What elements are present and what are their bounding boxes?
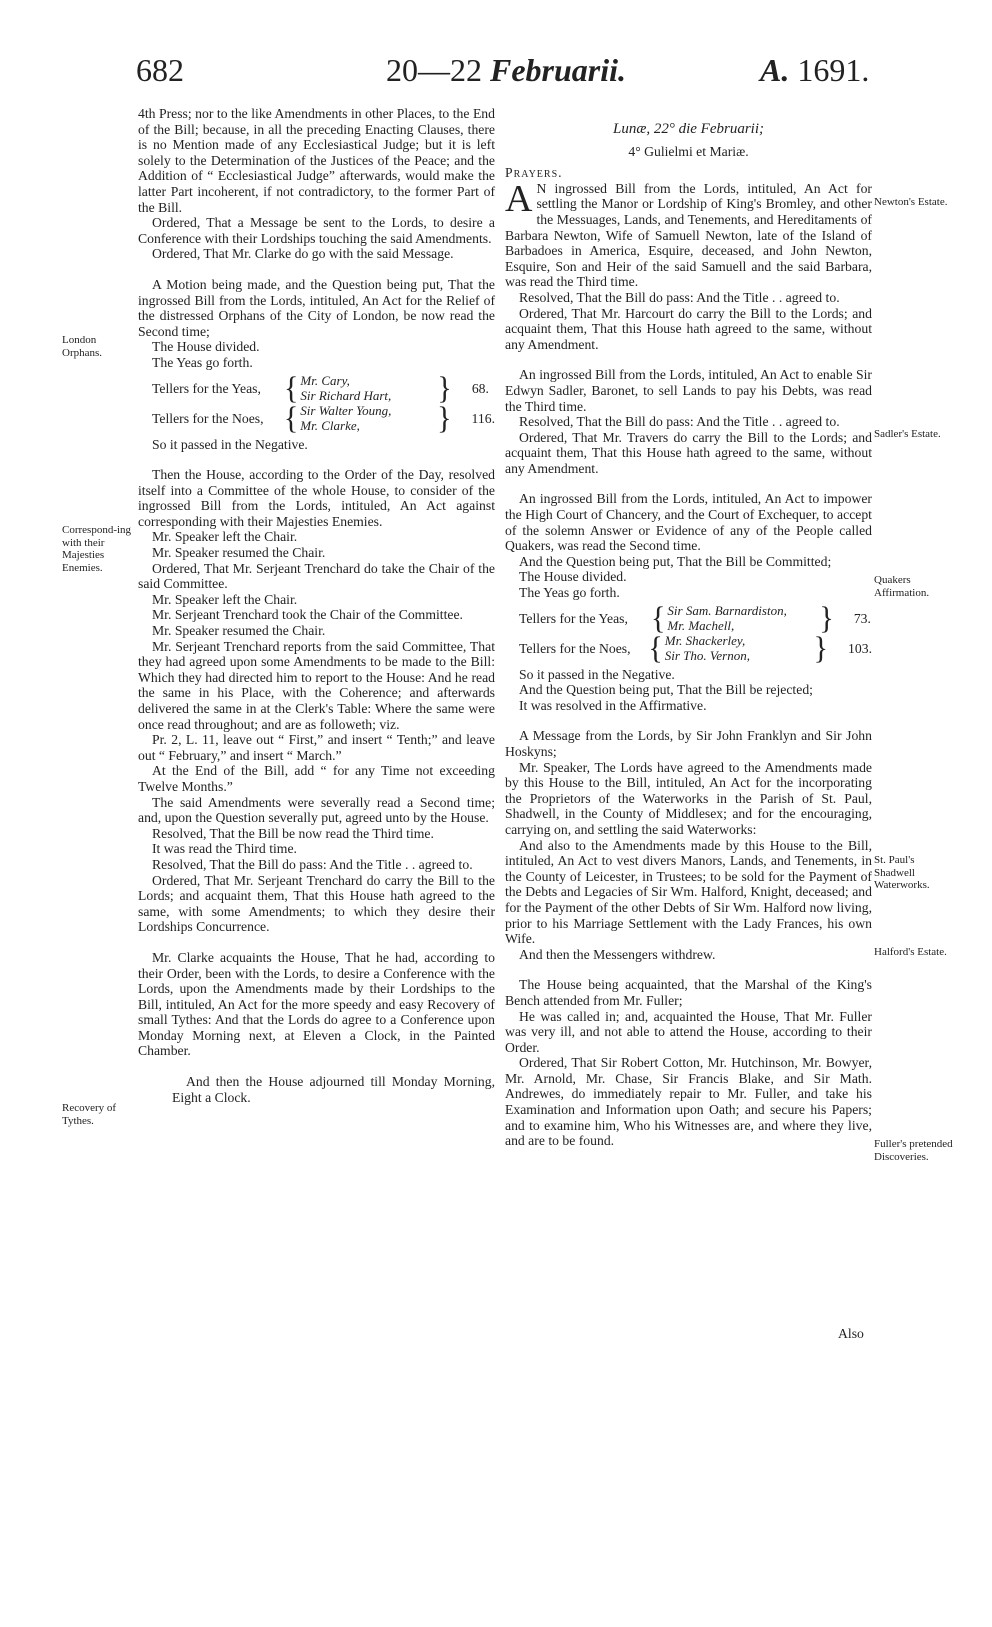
paragraph: 4th Press; nor to the like Amendments in other Places, to the End of the Bill; because, in all the preceding Enacting Clauses, there is no Mention made of any Ecclesiastical Judge; but it is left solely to the Determination of the Justices of the Peace; and the Addition of “ Ecclesiastical Judge” afterwards, would make the latter Part incoherent, if not contradictory, to the former Part of the Bill. bbox=[138, 106, 495, 215]
margin-note-fuller: Fuller's pretended Discoveries. bbox=[874, 1138, 953, 1163]
header-date: 20—22 Februarii. bbox=[386, 52, 627, 88]
margin-note-sadler: Sadler's Estate. bbox=[874, 428, 941, 440]
teller-name: Mr. Clarke, bbox=[300, 417, 360, 433]
catchword: Also bbox=[838, 1326, 864, 1341]
vote-count: 103. bbox=[848, 640, 872, 656]
regnal-year-heading: 4° Gulielmi et Mariæ. bbox=[628, 143, 749, 159]
paragraph: The House divided. bbox=[152, 339, 260, 355]
prayers-heading: Prayers. bbox=[505, 165, 563, 181]
paragraph: The House divided. bbox=[519, 569, 627, 585]
right-column bbox=[505, 106, 872, 1149]
teller-name: Mr. Machell, bbox=[667, 617, 735, 633]
vote-count: 116. bbox=[471, 410, 495, 426]
paragraph: Ordered, That Mr. Serjeant Trenchard do take the Chair of the said Committee. bbox=[138, 560, 495, 592]
paragraph: And then the House adjourned till Monday Morning, Eight a Clock. bbox=[172, 1074, 495, 1105]
paragraph: Mr. Speaker left the Chair. bbox=[152, 529, 298, 545]
teller-name: Mr. Cary, bbox=[300, 373, 350, 388]
page-number: 682 bbox=[136, 52, 184, 88]
paragraph: Resolved, That the Bill do pass: And the Title . . agreed to. bbox=[519, 414, 840, 430]
paragraph: Then the House, according to the Order of the Day, resolved itself into a Committee of the whole House, to consider of the ingrossed Bill from the Lords, intituled, An Act against corresponding with their Majesties Enemies. bbox=[138, 467, 495, 529]
vote-count: 73. bbox=[853, 610, 871, 626]
paragraph: Mr. Clarke acquaints the House, That he had, according to their Order, been with the Lords, to desire a Conference with the Lords, upon the Amendments made by their Lordships to the Bill, intituled, An Act for the more speedy and easy Recovery of small Tythes: And that the Lords do agree to a Conference upon Monday Morning next, at Eleven a Clock, in the Painted Chamber. bbox=[138, 949, 495, 1059]
paragraph: So it passed in the Negative. bbox=[519, 666, 675, 682]
paragraph: Resolved, That the Bill do pass: And the Title . . agreed to. bbox=[519, 289, 840, 305]
header-year: A. 1691. bbox=[760, 52, 870, 88]
paragraph: Ordered, That Mr. Harcourt do carry the Bill to the Lords; and acquaint them, That this House hath agreed to the same, without any Amendment. bbox=[505, 305, 872, 352]
paragraph: And the Question being put, That the Bill be Committed; bbox=[519, 553, 832, 569]
margin-note-london-orphans: London Orphans. bbox=[62, 334, 103, 359]
paragraph: The House being acquainted, that the Marshal of the King's Bench attended from Mr. Fuller; bbox=[505, 977, 872, 1008]
paragraph: Resolved, That the Bill be now read the Third time. bbox=[152, 825, 434, 841]
paragraph: Mr. Serjeant Trenchard took the Chair of the Committee. bbox=[152, 607, 463, 623]
teller-name: Mr. Shackerley, bbox=[664, 633, 746, 649]
paragraph: A Message from the Lords, by Sir John Franklyn and Sir John Hoskyns; bbox=[505, 728, 872, 759]
paragraph: The said Amendments were severally read a Second time; and, upon the Question severally put, agreed unto by the House. bbox=[138, 794, 495, 826]
tellers-label: Tellers for the Noes, bbox=[519, 640, 631, 656]
paragraph: Ordered, That Mr. Travers do carry the Bill to the Lords; and acquaint them, That this House hath agreed to the same, without any Amendment. bbox=[505, 429, 872, 476]
paragraph: Mr. Speaker left the Chair. bbox=[152, 591, 298, 607]
paragraph: So it passed in the Negative. bbox=[152, 436, 308, 452]
paragraph: And then the Messengers withdrew. bbox=[519, 946, 716, 962]
paragraph: And the Question being put, That the Bill be rejected; bbox=[519, 682, 813, 698]
paragraph: And also to the Amendments made by this House to the Bill, intituled, An Act to vest divers Manors, Lands, and Tenements, in the County of Leicester, in Trustees; to be sold for the Payment of the Debts and Legacies of Sir Wm. Halford, Knight, deceased; and for the Payment of the other Debts of Sir Wm. Halford now living, prior to his Marriage Settlement with the Lady Frances, his own Wife. bbox=[505, 837, 872, 947]
left-column bbox=[138, 106, 495, 1105]
paragraph: Ordered, That Sir Robert Cotton, Mr. Hutchinson, Mr. Bowyer, Mr. Arnold, Mr. Chase, Sir Francis Blake, and Sir Math. Andrewes, do immediately repair to Mr. Fuller, and take his Examination and Information upon Oath; and secure his Papers; and to examine him, Who his Witnesses are, and where they live, and are to be found. bbox=[505, 1055, 872, 1149]
vote-count: 68. bbox=[471, 380, 489, 396]
margin-note-quakers: Quakers Affirmation. bbox=[874, 574, 930, 599]
margin-note-halford: Halford's Estate. bbox=[874, 946, 947, 958]
tellers-block: Tellers for the Yeas, { Mr. Cary, Sir Richard Hart, } 68. Tellers for the Noes, { Sir Walter Young, Mr. Clarke, } 116. bbox=[152, 370, 495, 436]
drop-cap: A bbox=[505, 177, 533, 220]
paragraph: Mr. Speaker, The Lords have agreed to the Amendments made by this House to the Bill, intituled, An Act for the incorporating the Proprietors of the Waterworks in the Parish of St. Paul, Shadwell, in the County of Middlesex; and for the encouraging, carrying on, and settling the said Waterworks: bbox=[505, 759, 872, 837]
paragraph: He was called in; and, acquainted the House, That Mr. Fuller was very ill, and not able to attend the House, according to their Order. bbox=[505, 1008, 872, 1055]
teller-name: Sir Tho. Vernon, bbox=[664, 647, 750, 663]
margin-note-newton: Newton's Estate. bbox=[874, 196, 948, 208]
margin-note-tythes: Recovery of Tythes. bbox=[62, 1102, 117, 1127]
paragraph: Pr. 2, L. 11, leave out “ First,” and insert “ Tenth;” and leave out “ February,” and insert “ March.” bbox=[138, 732, 495, 763]
margin-note-st-pauls: St. Paul's Shadwell Waterworks. bbox=[874, 854, 930, 891]
tellers-label: Tellers for the Noes, bbox=[152, 410, 264, 426]
teller-name: Sir Walter Young, bbox=[300, 403, 392, 418]
paragraph: Resolved, That the Bill do pass: And the Title . . agreed to. bbox=[152, 856, 473, 872]
tellers-block: Tellers for the Yeas, { Sir Sam. Barnardiston, Mr. Machell, } 73. Tellers for the Noes, { Mr. Shackerley, Sir Tho. Vernon, } 103. bbox=[519, 600, 872, 666]
tellers-label: Tellers for the Yeas, bbox=[152, 380, 261, 396]
paragraph: A N ingrossed Bill from the Lords, intituled, An Act for settling the Manor or Lordship of King's Bromley, and other the Messuages, Lands, and Tenements, and Hereditaments of Barbara Newton, Wife of Samuell Newton, late of the Island of Barbadoes in America, Esquire, deceased, and John Newton, Esquire, Son and Heir of the said Samuell and the said Barbara, was read the Third time. bbox=[505, 177, 872, 290]
paragraph: Mr. Serjeant Trenchard reports from the said Committee, That they had agreed upon some Amendments to be made to the Bill: Which they had directed him to report to the House: And he read the same in his Place, with the Coherence; and afterwards delivered the same in at the Clerk's Table: Where the same were once read throughout; and are as followeth; viz. bbox=[138, 638, 495, 732]
paragraph: A Motion being made, and the Question being put, That the ingrossed Bill from the Lords, intituled, An Act for the Relief of the distressed Orphans of the City of London, be now read the Second time; bbox=[138, 276, 495, 339]
paragraph: Mr. Speaker resumed the Chair. bbox=[152, 545, 326, 561]
paragraph: The Yeas go forth. bbox=[152, 354, 253, 370]
paragraph: Ordered, That Mr. Serjeant Trenchard do carry the Bill to the Lords; and acquaint them, That this House hath agreed to the same, with some Amendments; to which they desire their Lordships Concurrence. bbox=[138, 872, 495, 935]
margin-note-corresponding: Correspond-ing with their Majesties Enemies. bbox=[62, 524, 132, 574]
paragraph: At the End of the Bill, add “ for any Time not exceeding Twelve Months.” bbox=[138, 763, 495, 794]
paragraph: An ingrossed Bill from the Lords, intituled, An Act to impower the High Court of Chancery, and the Court of Exchequer, to accept of the solemn Answer or Evidence of any of the People called Quakers, was read the Second time. bbox=[505, 491, 872, 554]
paragraph: It was read the Third time. bbox=[152, 841, 297, 857]
paragraph: The Yeas go forth. bbox=[519, 585, 620, 601]
teller-name: Sir Richard Hart, bbox=[300, 387, 392, 403]
paragraph: Ordered, That a Message be sent to the Lords, to desire a Conference with their Lordships touching the said Amendments. bbox=[138, 215, 495, 246]
paragraph: Mr. Speaker resumed the Chair. bbox=[152, 623, 326, 639]
session-date-heading: Lunæ, 22° die Februarii; bbox=[613, 121, 764, 137]
paragraph: An ingrossed Bill from the Lords, intituled, An Act to enable Sir Edwyn Sadler, Baronet, to sell Lands to pay his Debts, was read the Third time. bbox=[505, 367, 872, 414]
teller-name: Sir Sam. Barnardiston, bbox=[667, 603, 787, 619]
running-header bbox=[0, 52, 992, 96]
paragraph: It was resolved in the Affirmative. bbox=[519, 697, 707, 713]
paragraph: Ordered, That Mr. Clarke do go with the said Message. bbox=[152, 246, 454, 262]
tellers-label: Tellers for the Yeas, bbox=[519, 610, 628, 626]
